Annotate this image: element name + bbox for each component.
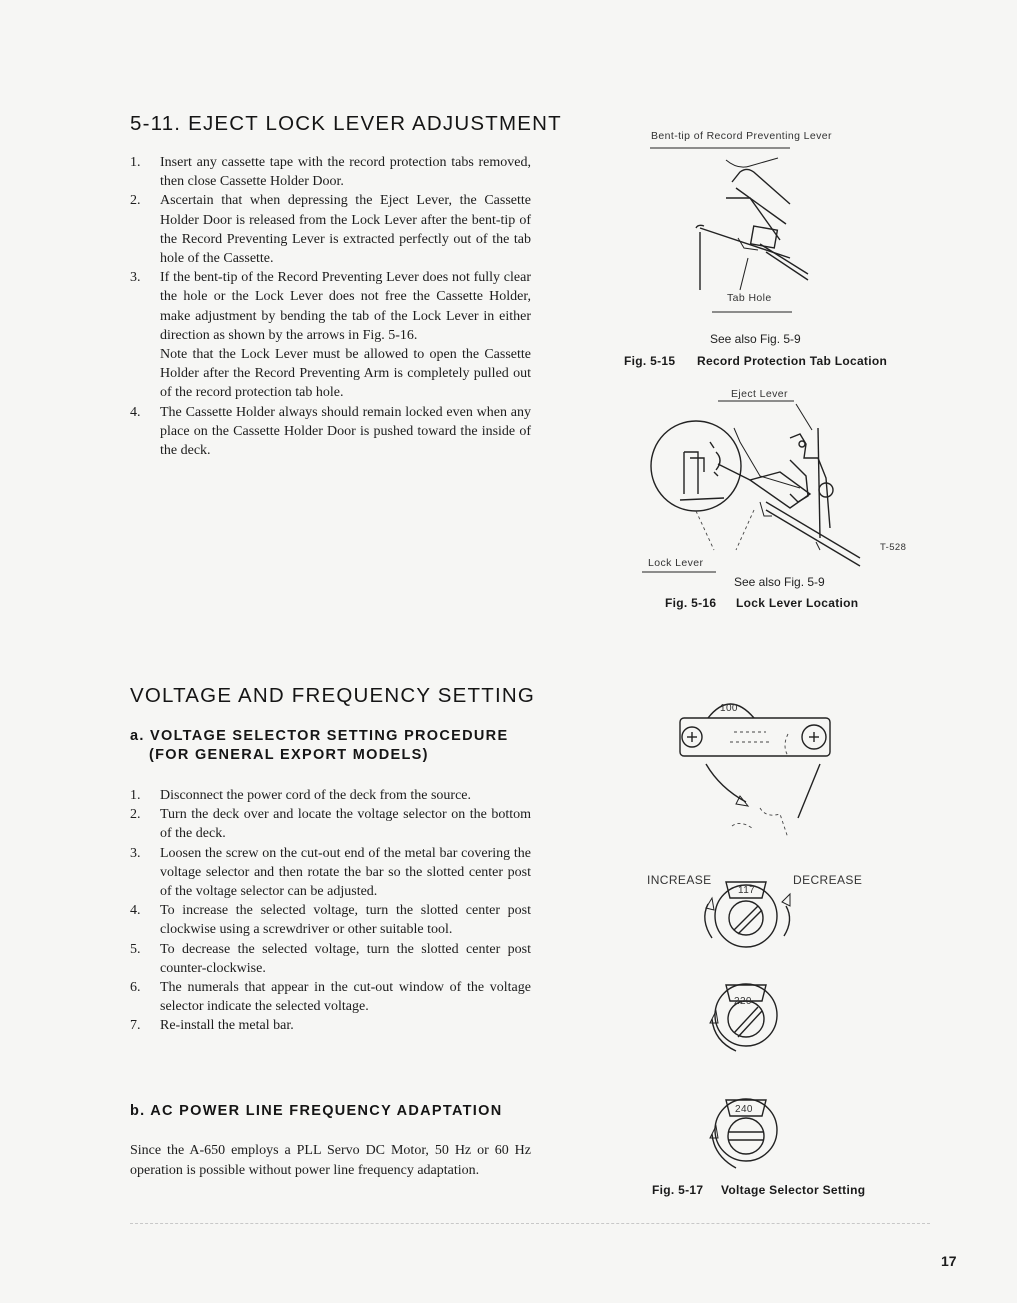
label-decrease: DECREASE bbox=[793, 873, 863, 887]
fig-5-16-number: Fig. 5-16 bbox=[665, 596, 717, 610]
drawing-code: T-528 bbox=[880, 542, 907, 553]
fig-5-16-see-also: See also Fig. 5-9 bbox=[734, 575, 825, 589]
list-item: 4. To increase the selected voltage, turn the slotted center post clockwise using a screwdriver or other suitable tool. bbox=[130, 903, 531, 938]
fig-5-17-number: Fig. 5-17 bbox=[652, 1183, 704, 1197]
eject-lock-steps bbox=[130, 153, 531, 460]
fig-5-15-title: Record Protection Tab Location bbox=[697, 354, 888, 368]
list-item: 3. Loosen the screw on the cut-out end of the metal bar covering the voltage selector and then rotate the bar so the slotted center post of the voltage selector can be adjusted. bbox=[130, 845, 531, 900]
list-item: 3. If the bent-tip of the Record Preventing Lever does not fully clear the hole or the Lock Lever does not free the Cassette Holder, make adjustment by bending the tab of the Lock Lever in either direction as shown by the arrows in Fig. 5-16. bbox=[130, 270, 531, 343]
fig-5-16-title: Lock Lever Location bbox=[736, 596, 859, 610]
fig-5-17-title: Voltage Selector Setting bbox=[721, 1183, 866, 1197]
record-protection-tab-drawing bbox=[640, 140, 870, 315]
voltage-selector-steps bbox=[130, 786, 531, 1036]
subsection-b-title: b. AC POWER LINE FREQUENCY ADAPTATION bbox=[130, 1103, 503, 1119]
list-item: 6. The numerals that appear in the cut-out window of the voltage selector indicate the selected voltage. bbox=[130, 980, 531, 1015]
list-item: 4. The Cassette Holder always should remain locked even when any place on the Cassette Holder Door is pushed toward the inside of the deck. bbox=[130, 404, 531, 459]
subsection-a-line1: a. VOLTAGE SELECTOR SETTING PROCEDURE bbox=[130, 728, 509, 744]
selector-240-drawing bbox=[700, 1090, 790, 1174]
ac-frequency-paragraph: Since the A-650 employs a PLL Servo DC Motor, 50 Hz or 60 Hz operation is possible without power line frequency adaptation. bbox=[130, 1143, 531, 1178]
voltage-frequency-title: VOLTAGE AND FREQUENCY SETTING bbox=[130, 684, 536, 707]
fig-5-15-see-also: See also Fig. 5-9 bbox=[710, 332, 801, 346]
label-increase: INCREASE bbox=[647, 873, 712, 887]
lock-lever-note: Note that the Lock Lever must be allowed to open the Cassette Holder after the Record Preventing Arm is completely pulled out of the record protection tab hole. bbox=[160, 347, 531, 401]
reading-220: 220 bbox=[734, 996, 752, 1007]
label-eject-lever: Eject Lever bbox=[731, 388, 788, 400]
list-item: 1. Disconnect the power cord of the deck from the source. bbox=[130, 788, 471, 803]
list-item: 5. To decrease the selected voltage, turn the slotted center post counter-clockwise. bbox=[130, 941, 531, 976]
reading-117: 117 bbox=[738, 885, 756, 896]
section-5-11-title: 5-11. EJECT LOCK LEVER ADJUSTMENT bbox=[130, 112, 562, 135]
label-lock-lever: Lock Lever bbox=[648, 557, 704, 569]
selector-117-drawing bbox=[690, 868, 810, 952]
label-tab-hole: Tab Hole bbox=[727, 292, 772, 304]
reading-100: 100 bbox=[720, 703, 738, 714]
label-bent-tip: Bent-tip of Record Preventing Lever bbox=[651, 130, 832, 142]
fig-5-15-number: Fig. 5-15 bbox=[624, 354, 676, 368]
voltage-selector-bar-drawing bbox=[670, 688, 860, 853]
page-number: 17 bbox=[941, 1253, 957, 1269]
footer-rule bbox=[130, 1223, 930, 1224]
list-item: 2. Turn the deck over and locate the voltage selector on the bottom of the deck. bbox=[130, 807, 531, 842]
reading-240: 240 bbox=[735, 1104, 753, 1115]
selector-220-drawing bbox=[700, 975, 790, 1055]
lock-lever-drawing bbox=[640, 398, 900, 578]
list-item: 2. Ascertain that when depressing the Eject Lever, the Cassette Holder Door is released from the Lock Lever after the bent-tip of the Record Preventing Lever is extracted perfectly out of the tab hole of the Cassette. bbox=[130, 193, 531, 267]
list-item: 7. Re-install the metal bar. bbox=[130, 1018, 294, 1034]
subsection-a-line2: (FOR GENERAL EXPORT MODELS) bbox=[149, 747, 429, 763]
list-item: 1. Insert any cassette tape with the record protection tabs removed, then close Cassette Holder Door. bbox=[130, 155, 531, 190]
